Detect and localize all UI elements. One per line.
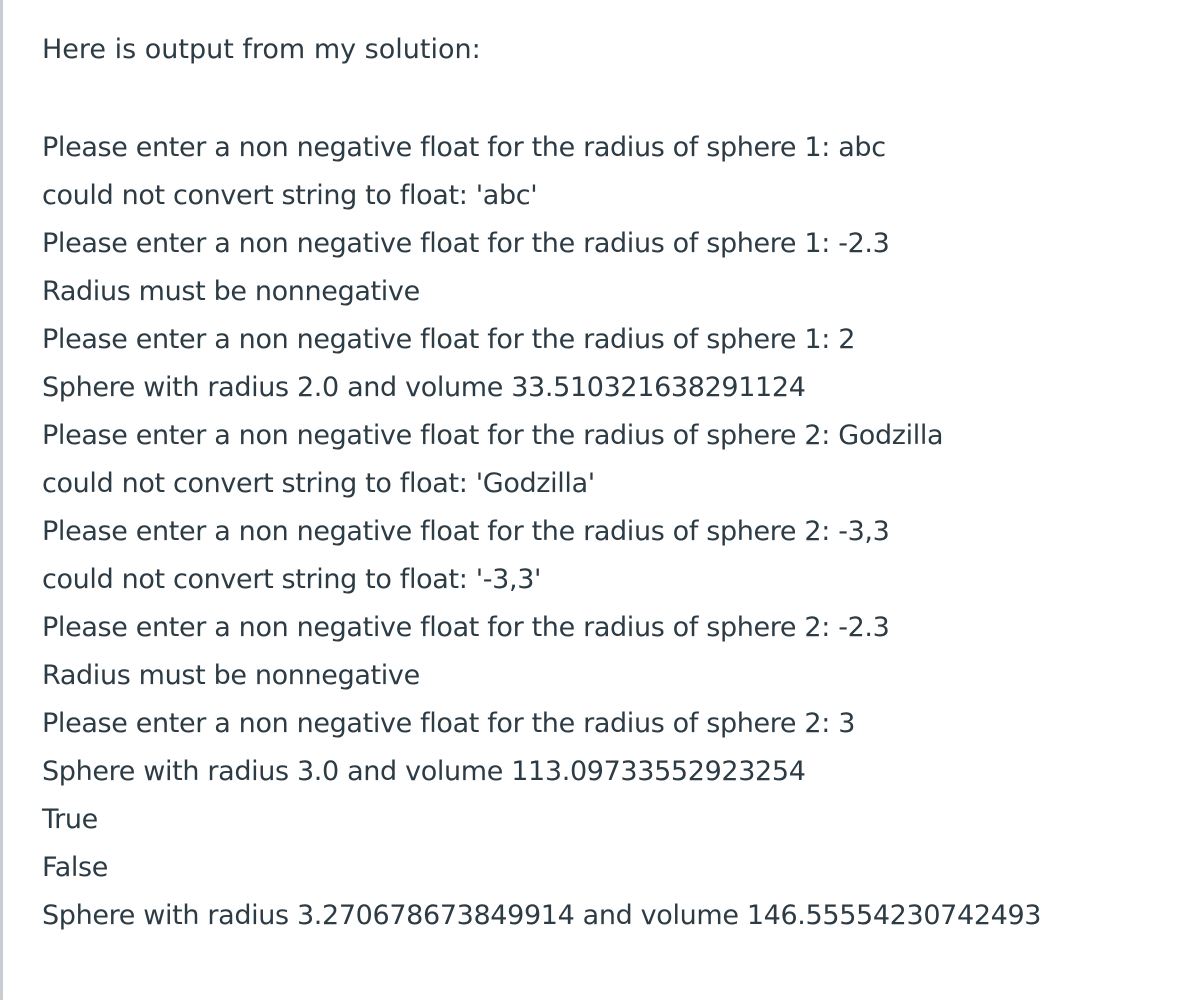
- output-line: Please enter a non negative float for the radius of sphere 2: -3,3: [42, 516, 890, 547]
- output-line: Radius must be nonnegative: [42, 660, 420, 691]
- intro-text: Here is output from my solution:: [42, 34, 481, 65]
- output-line: could not convert string to float: 'abc': [42, 180, 538, 211]
- program-output: [42, 126, 1041, 942]
- output-line: Radius must be nonnegative: [42, 276, 420, 307]
- output-line: could not convert string to float: 'Godzilla': [42, 468, 595, 499]
- post-content: [42, 30, 1192, 931]
- output-line: Please enter a non negative float for the radius of sphere 1: 2: [42, 324, 856, 355]
- output-line: Please enter a non negative float for the radius of sphere 2: -2.3: [42, 612, 890, 643]
- output-line: Please enter a non negative float for the radius of sphere 2: 3: [42, 708, 856, 739]
- output-line: Sphere with radius 3.0 and volume 113.09733552923254: [42, 756, 806, 787]
- output-line: Sphere with radius 2.0 and volume 33.510321638291124: [42, 372, 806, 403]
- output-line: Please enter a non negative float for the radius of sphere 1: -2.3: [42, 228, 890, 259]
- output-line: Sphere with radius 3.270678673849914 and volume 146.55554230742493: [42, 900, 1042, 931]
- left-border: [0, 0, 3, 1000]
- output-line: False: [42, 852, 109, 883]
- output-line: Please enter a non negative float for the radius of sphere 2: Godzilla: [42, 420, 944, 451]
- output-line: Please enter a non negative float for the radius of sphere 1: abc: [42, 132, 886, 163]
- output-line: could not convert string to float: '-3,3': [42, 564, 542, 595]
- output-line: True: [42, 804, 98, 835]
